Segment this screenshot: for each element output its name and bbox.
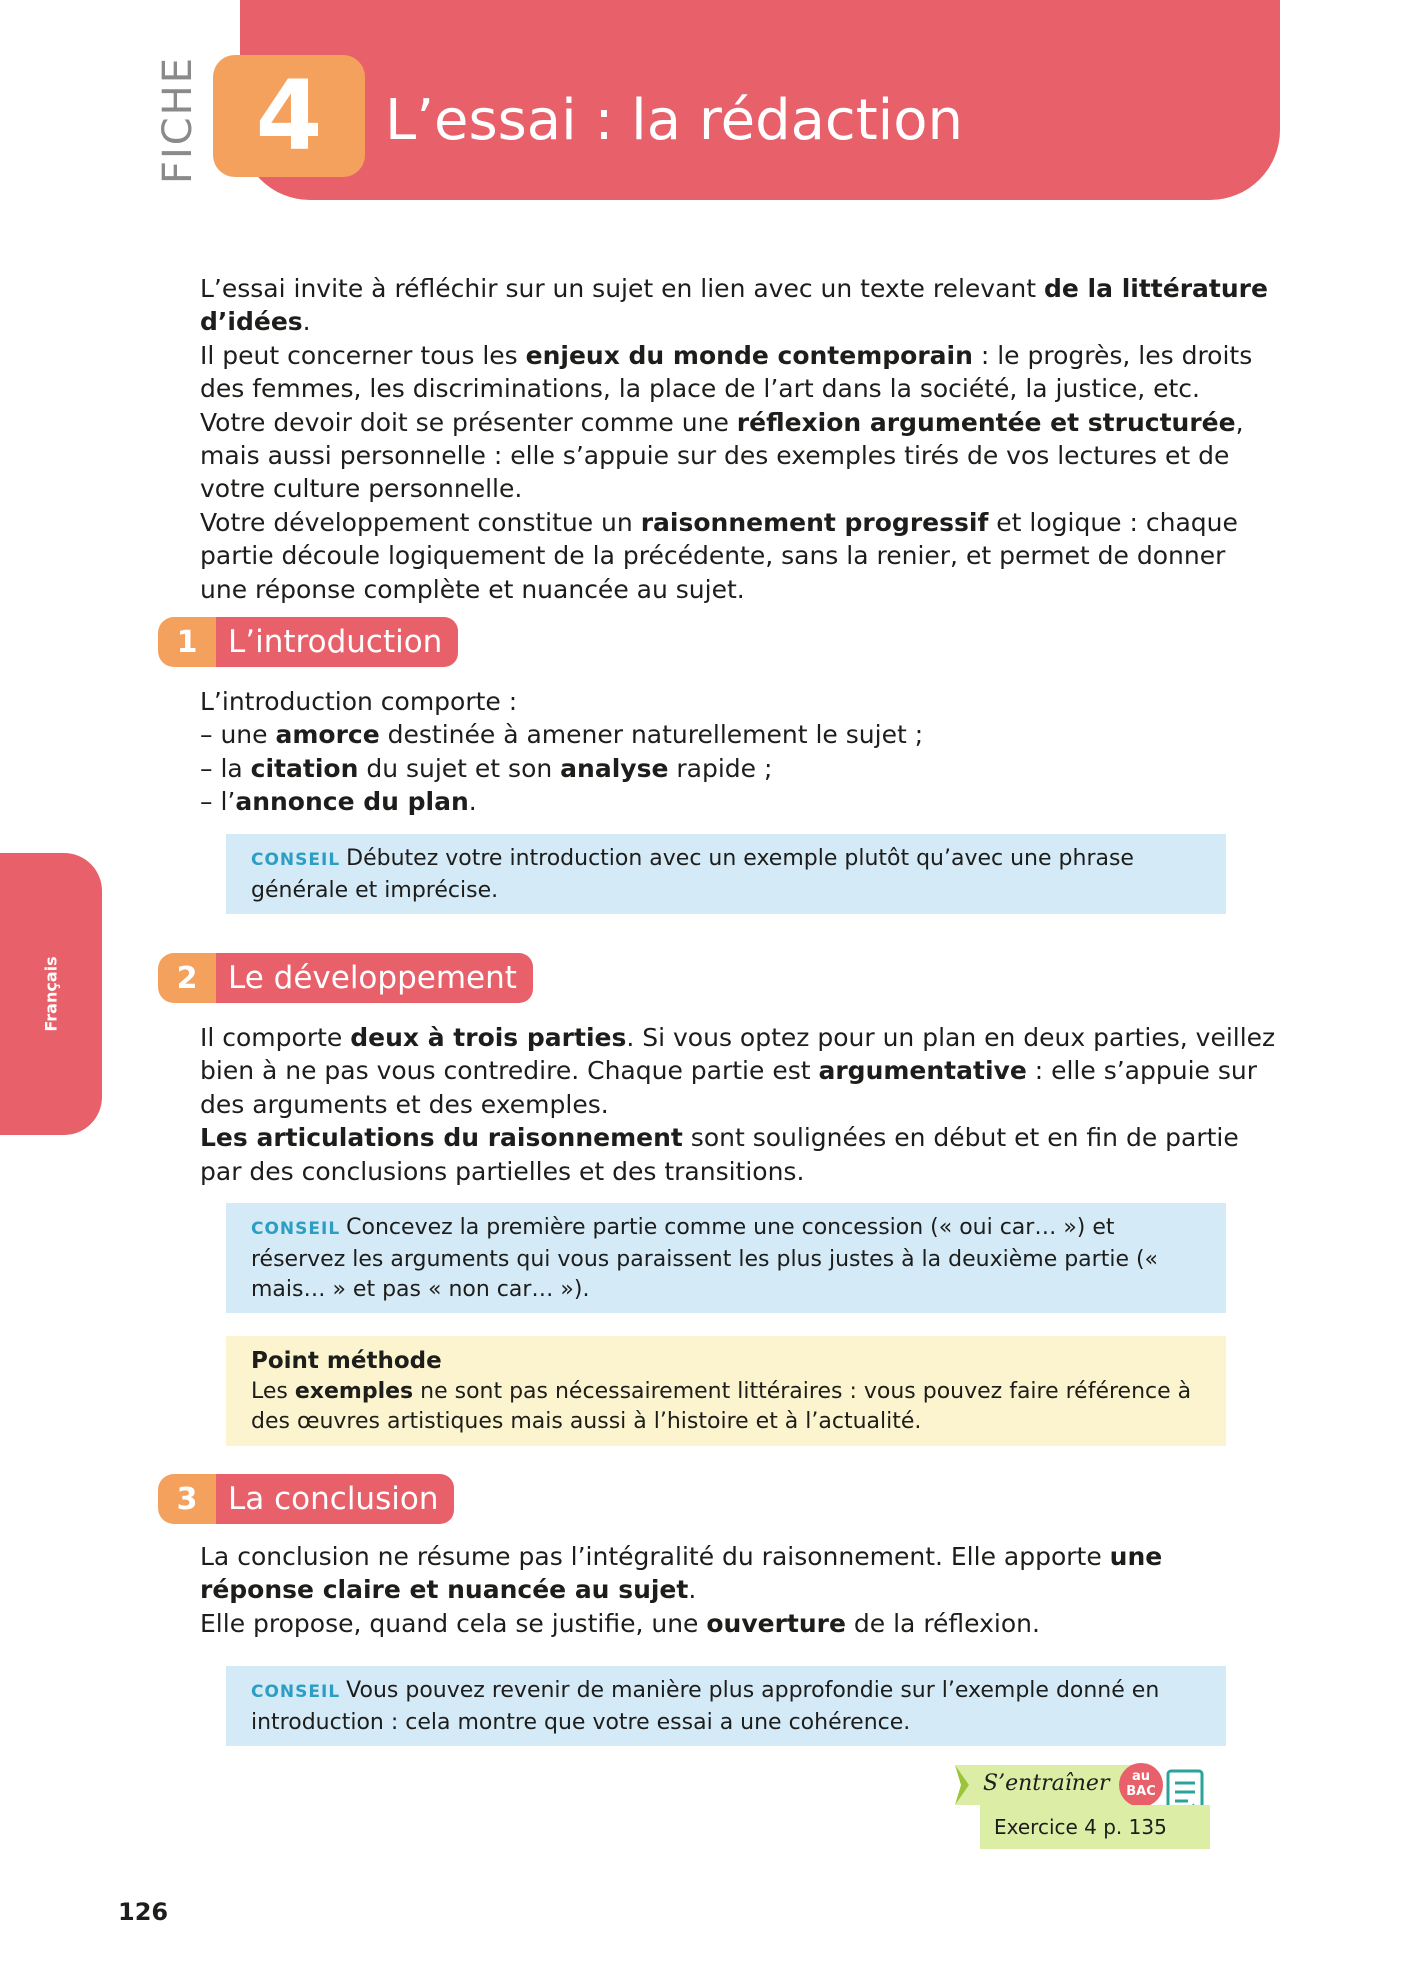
- conseil-text: Débutez votre introduction avec un exemple plutôt qu’avec une phrase générale et imprécise.: [251, 846, 1134, 903]
- page-title: L’essai : la rédaction: [385, 88, 963, 153]
- section-number: 1: [158, 617, 216, 667]
- section-title: Le développement: [216, 953, 533, 1003]
- conseil-box: [226, 1666, 1226, 1746]
- conseil-text: Vous pouvez revenir de manière plus approfondie sur l’exemple donné en introduction : cela montre que votre essai a une cohérence.: [251, 1678, 1160, 1735]
- intro-paragraph: Votre développement constitue un raisonnement progressif et logique : chaque partie découle logiquement de la précédente, sans la renier, et permet de donner une réponse complète et nuancée au sujet.: [200, 507, 1238, 604]
- conseil-tag: CONSEIL: [251, 850, 341, 870]
- intro-text: [200, 272, 1280, 606]
- paragraph: Elle propose, quand cela se justifie, une ouverture de la réflexion.: [200, 1608, 1040, 1638]
- point-methode-box: Point méthode Les exemples ne sont pas nécessairement littéraires : vous pouvez faire référence à des œuvres artistiques mais aussi à l’histoire et à l’actualité.: [226, 1336, 1226, 1446]
- fiche-label: FICHE: [155, 55, 201, 185]
- list-item: – la citation du sujet et son analyse rapide ;: [200, 753, 773, 783]
- bac-badge: au BAC: [1119, 1763, 1163, 1807]
- paragraph: Les articulations du raisonnement sont soulignées en début et en fin de partie par des conclusions partielles et des transitions.: [200, 1123, 1239, 1186]
- paragraph: Il comporte deux à trois parties. Si vous optez pour un plan en deux parties, veillez bien à ne pas vous contredire. Chaque partie est argumentative : elle s’appuie sur des arguments et des exemples.: [200, 1023, 1276, 1119]
- page-number: 126: [118, 1898, 169, 1926]
- list-item: – l’annonce du plan.: [200, 787, 477, 817]
- conseil-text: Concevez la première partie comme une concession (« oui car… ») et réservez les arguments qui vous paraissent les plus justes à la deuxième partie (« mais… » et pas « non car… »).: [251, 1215, 1159, 1302]
- conseil-box: [226, 834, 1226, 914]
- side-tab-label: Français: [41, 956, 61, 1032]
- section-number: 2: [158, 953, 216, 1003]
- conseil-tag: CONSEIL: [251, 1219, 341, 1239]
- list-item: – une amorce destinée à amener naturellement le sujet ;: [200, 720, 924, 750]
- exercise-reference: Exercice 4 p. 135: [980, 1805, 1210, 1849]
- entrainer-badge[interactable]: [955, 1763, 1217, 1873]
- intro-paragraph: Il peut concerner tous les enjeux du monde contemporain : le progrès, les droits des femmes, les discriminations, la place de l’art dans la société, la justice, etc.: [200, 340, 1253, 404]
- intro-paragraph: L’essai invite à réfléchir sur un sujet en lien avec un texte relevant de la littérature d’idées.: [200, 274, 1268, 337]
- section-body-introduction: [200, 685, 1280, 819]
- point-methode-title: Point méthode: [251, 1348, 442, 1374]
- section-body-developpement: [200, 1021, 1280, 1188]
- section-number: 3: [158, 1474, 216, 1524]
- entrainer-label: S’entraîner: [983, 1771, 1110, 1796]
- section-heading-conclusion: [158, 1474, 454, 1524]
- section-heading-introduction: [158, 617, 458, 667]
- fiche-number: 4: [213, 55, 365, 177]
- section-heading-developpement: [158, 953, 533, 1003]
- section-title: La conclusion: [216, 1474, 454, 1524]
- list-line: L’introduction comporte :: [200, 687, 518, 716]
- side-tab: [0, 853, 102, 1135]
- conseil-box: [226, 1203, 1226, 1313]
- intro-paragraph: Votre devoir doit se présenter comme une réflexion argumentée et structurée, mais aussi personnelle : elle s’appuie sur des exemples tirés de vos lectures et de votre culture personnelle.: [200, 407, 1244, 504]
- section-body-conclusion: [200, 1540, 1280, 1640]
- section-title: L’introduction: [216, 617, 458, 667]
- conseil-tag: CONSEIL: [251, 1682, 341, 1702]
- paragraph: La conclusion ne résume pas l’intégralité du raisonnement. Elle apporte une réponse claire et nuancée au sujet.: [200, 1542, 1163, 1605]
